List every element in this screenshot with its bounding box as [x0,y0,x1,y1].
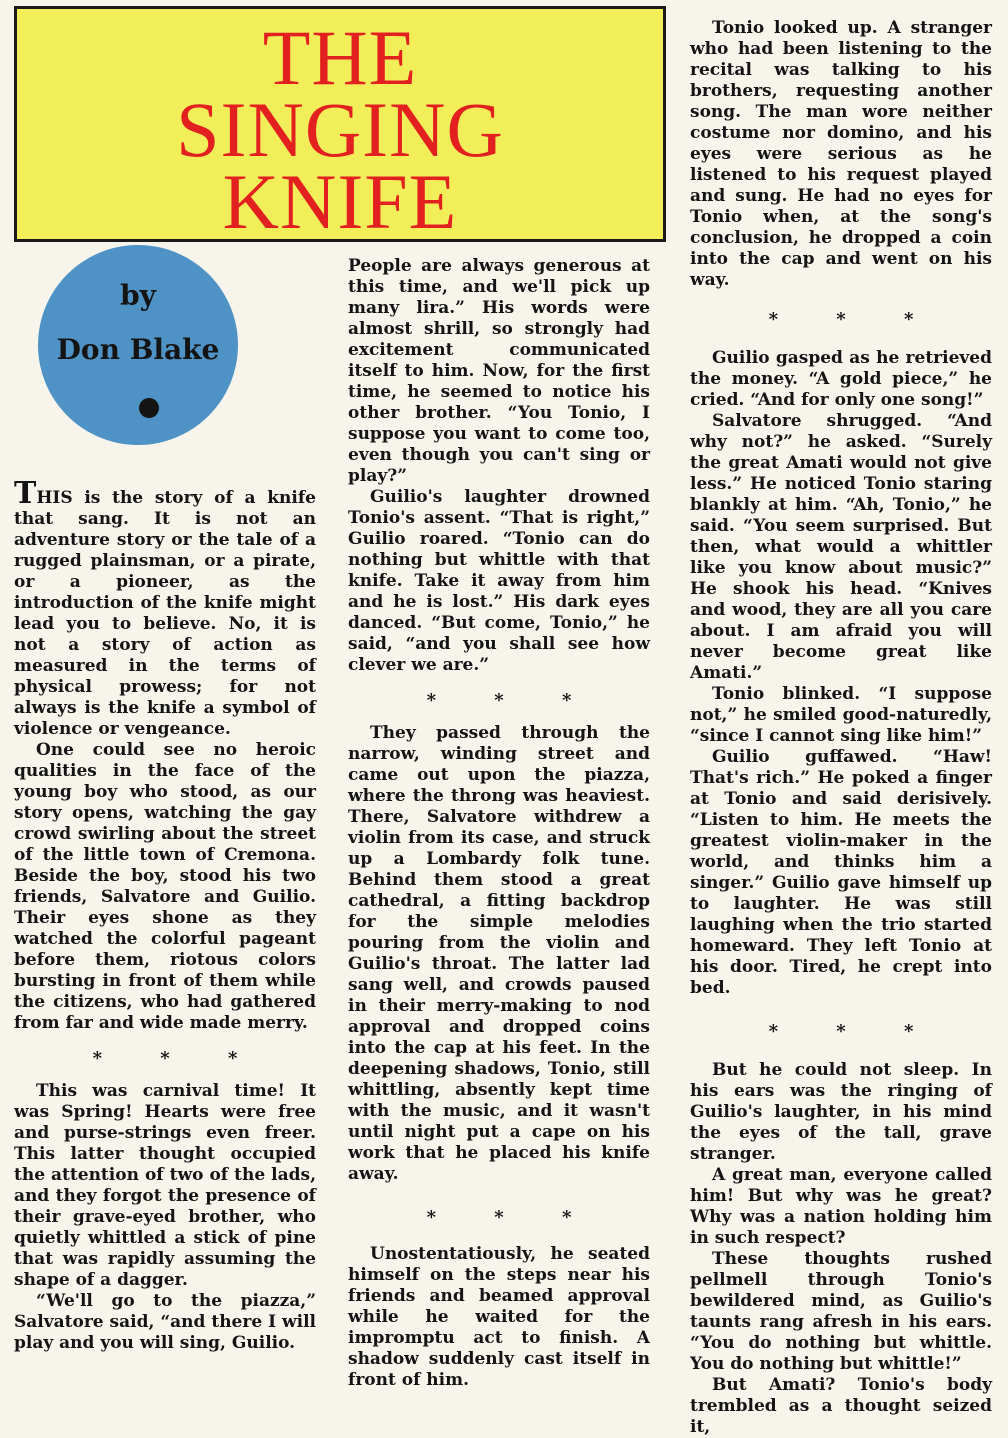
paragraph: But he could not sleep. In his ears was the ringing of Guilio's laughter, in his mind the eyes of the tall, grave stranger. [690,1060,992,1164]
title-line-3: KNIFE [222,158,458,245]
paragraph: This was carnival time! It was Spring! Hearts were free and purse-strings even freer. This latter thought occupied the attention of two of the lads, and they forgot the presence of their grave-eyed brother, who quietly whittled a stick of pine that was rapidly assuming the shape of a dagger. [14,1081,316,1290]
paragraph-text: HIS is the story of a knife that sang. It is not an adventure story or the tale of a rugged plainsman, or a pirate, or a pioneer, as the introduction of the knife might lead you to believe. No, it is not a story of action as measured in the terms of physical prowess; for not always is the knife a symbol of violence or vengeance. [14,488,316,739]
paragraph: People are always generous at this time, and we'll pick up many lira.” His words were almost shrill, so strongly had excitement communicated itself to him. Now, for the first time, he seemed to notice his other brother. “You Tonio, I suppose you want to come too, even though you can't sing or play?” [348,256,650,486]
column-1 [14,476,316,1354]
byline-circle [38,245,238,445]
section-separator: * * * [426,1207,598,1228]
column-2 [348,256,650,1391]
column-3 [690,18,992,1438]
byline-by: by [120,279,156,312]
paragraph [14,476,316,740]
byline-dot [139,398,159,418]
paragraph: Tonio blinked. “I suppose not,” he smiled good-naturedly, “since I cannot sing like him!” [690,684,992,746]
byline-author: Don Blake [56,333,220,366]
paragraph: “We'll go to the piazza,” Salvatore said, “and there I will play and you will sing, Guilio. [14,1291,316,1353]
paragraph: They passed through the narrow, winding street and came out upon the piazza, where the throng was heaviest. There, Salvatore withdrew a violin from its case, and struck up a Lombardy folk tune. Behind them stood a great cathedral, a fitting backdrop for the simple melodies pouring from the violin and Guilio's throat. The latter lad sang well, and crowds paused in their merry-making to nod approval and dropped coins into the cap at his feet. In the deepening shadows, Tonio, still whittling, absently kept time with the music, and it wasn't until night put a cape on his work that he placed his knife away. [348,723,650,1184]
paragraph: Unostentatiously, he seated himself on the steps near his friends and beamed approval while he waited for the impromptu act to finish. A shadow suddenly cast itself in front of him. [348,1244,650,1390]
section-separator: * * * [426,690,598,711]
paragraph: Guilio gasped as he retrieved the money. “A gold piece,” he cried. “And for only one song!” [690,348,992,410]
paragraph: A great man, everyone called him! But why was he great? Why was a nation holding him in such respect? [690,1165,992,1248]
paragraph: But Amati? Tonio's body trembled as a thought seized it, [690,1375,992,1437]
section-separator: * * * [768,1021,940,1042]
paragraph: One could see no heroic qualities in the face of the young boy who stood, as our story opens, watching the gay crowd swirling about the street of the little town of Cremona. Beside the boy, stood his two friends, Salvatore and Guilio. Their eyes shone as they watched the colorful pageant before them, riotous colors bursting in front of them while the citizens, who had gathered from far and wide made merry. [14,740,316,1033]
title-line-1: THE [262,14,418,101]
paragraph: Salvatore shrugged. “And why not?” he asked. “Surely the great Amati would not give less.” He noticed Tonio staring blankly at him. “Ah, Tonio,” he said. “You seem surprised. But then, what would a whittler like you know about music?” He shook his head. “Knives and wood, they are all you care about. I am afraid you will never become great like Amati.” [690,411,992,683]
paragraph: Guilio guffawed. “Haw! That's rich.” He poked a finger at Tonio and said derisively. “Listen to him. He meets the greatest violin-maker in the world, and thinks him a singer.” Guilio gave himself up to laughter. He was still laughing when the trio started homeward. They left Tonio at his door. Tired, he crept into bed. [690,747,992,998]
section-separator: * * * [768,309,940,330]
paragraph: Guilio's laughter drowned Tonio's assent. “That is right,” Guilio roared. “Tonio can do nothing but whittle with that knife. Take it away from him and he is lost.” His dark eyes danced. “But come, Tonio,” he said, “and you shall see how clever we are.” [348,487,650,675]
paragraph: These thoughts rushed pellmell through Tonio's bewildered mind, as Guilio's taunts rang afresh in his ears. “You do nothing but whittle. You do nothing but whittle!” [690,1249,992,1374]
title-box [14,6,666,245]
title-line-2: SINGING [176,86,504,173]
drop-cap: T [14,476,37,511]
paragraph: Tonio looked up. A stranger who had been listening to the recital was talking to his brothers, requesting another song. The man wore neither costume nor domino, and his eyes were serious as he listened to his request played and sung. He had no eyes for Tonio when, at the song's conclusion, he dropped a coin into the cap and went on his way. [690,18,992,290]
section-separator: * * * [92,1048,264,1069]
